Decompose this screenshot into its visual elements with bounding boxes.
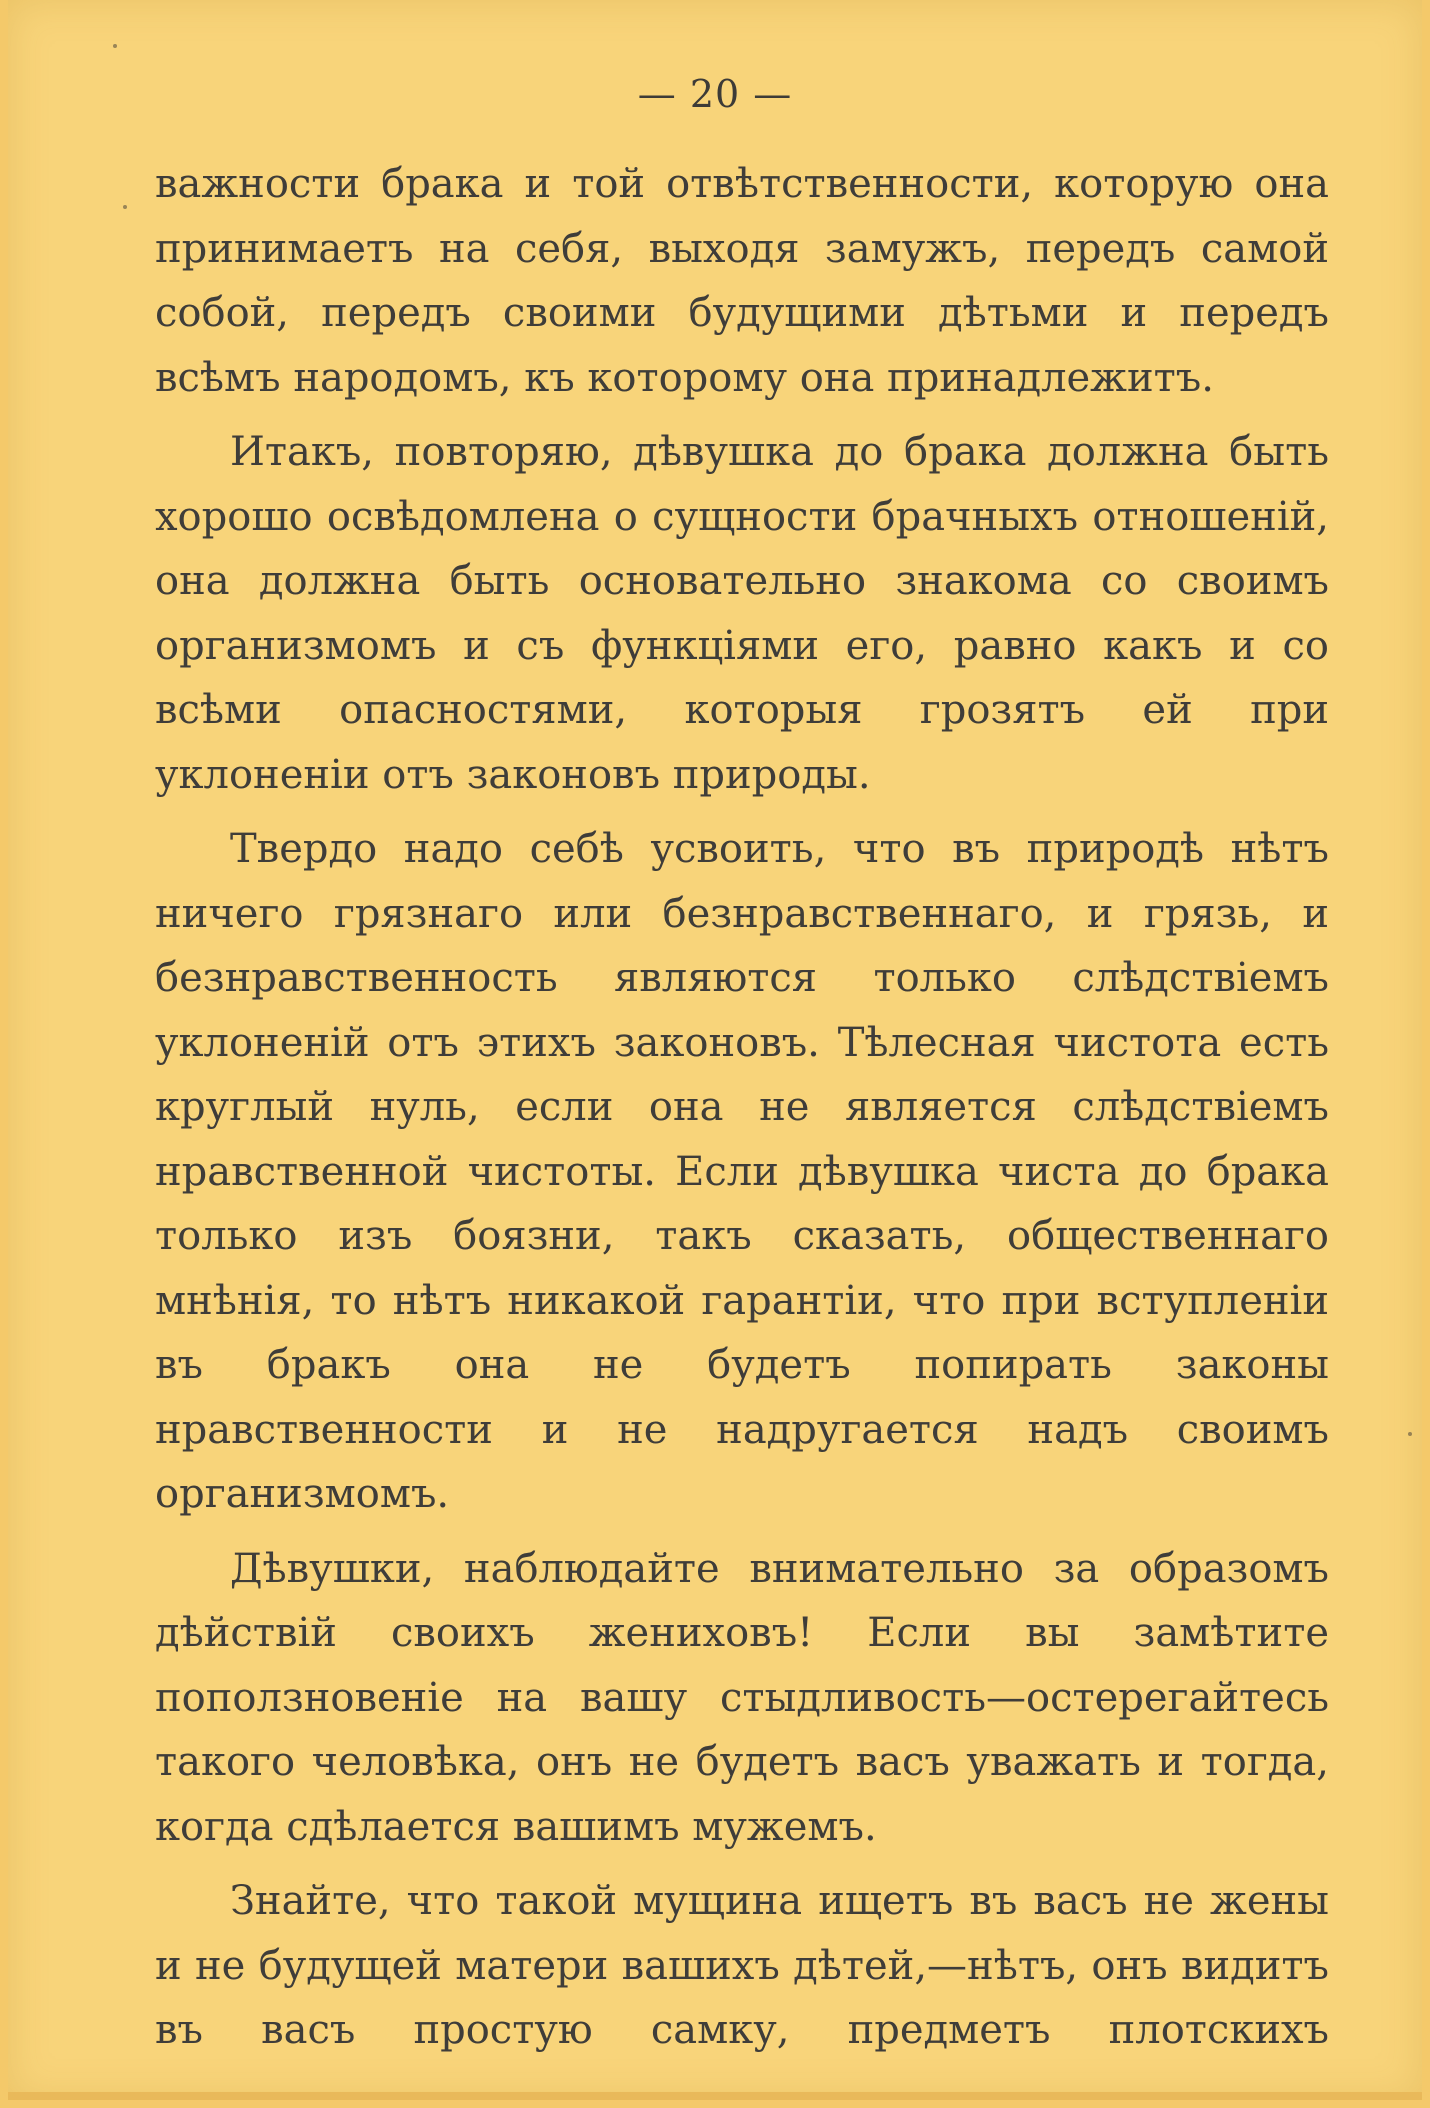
page-bottom-edge [8,2092,1422,2100]
paragraph-continuation: важности брака и той отвѣтственности, которую она принимаетъ на себя, выходя замужъ, передъ самой собой, передъ своими будущими дѣтьми и передъ всѣмъ народомъ, къ которому она принадлежитъ. [155,161,1329,401]
ink-speck [113,44,117,48]
paragraph: Знайте, что такой мущина ищетъ въ васъ не жены и не будущей матери вашихъ дѣтей,—нѣтъ, онъ видитъ въ васъ простую самку, предметъ плотскихъ [155,1878,1329,2053]
ink-speck [1408,1432,1412,1436]
ink-speck [123,205,127,209]
body-text [155,152,1329,2073]
paragraph: Твердо надо себѣ усвоить, что въ природѣ нѣтъ ничего грязнаго или безнравственнаго, и грязь, и безнравственность являются только слѣдствіемъ уклоненій отъ этихъ законовъ. Тѣлесная чистота есть круглый нуль, если она не является слѣдствіемъ нравственной чистоты. Если дѣвушка чиста до брака только изъ боязни, такъ сказать, общественнаго мнѣнія, то нѣтъ никакой гарантіи, что при вступленіи въ бракъ она не будетъ попирать законы нравственности и не надругается надъ своимъ организмомъ. [155,826,1329,1517]
paragraph: Итакъ, повторяю, дѣвушка до брака должна быть хорошо освѣдомлена о сущности брачныхъ отношеній, она должна быть основательно знакома со своимъ организмомъ и съ функціями его, равно какъ и со всѣми опасностями, которыя грозятъ ей при уклоненіи отъ законовъ природы. [155,429,1329,798]
page-number: — 20 — [637,72,793,116]
paragraph: Дѣвушки, наблюдайте внимательно за образомъ дѣйствій своихъ жениховъ! Если вы замѣтите поползновеніе на вашу стыдливость—остерегайтесь такого человѣка, онъ не будетъ васъ уважать и тогда, когда сдѣлается вашимъ мужемъ. [155,1545,1329,1850]
